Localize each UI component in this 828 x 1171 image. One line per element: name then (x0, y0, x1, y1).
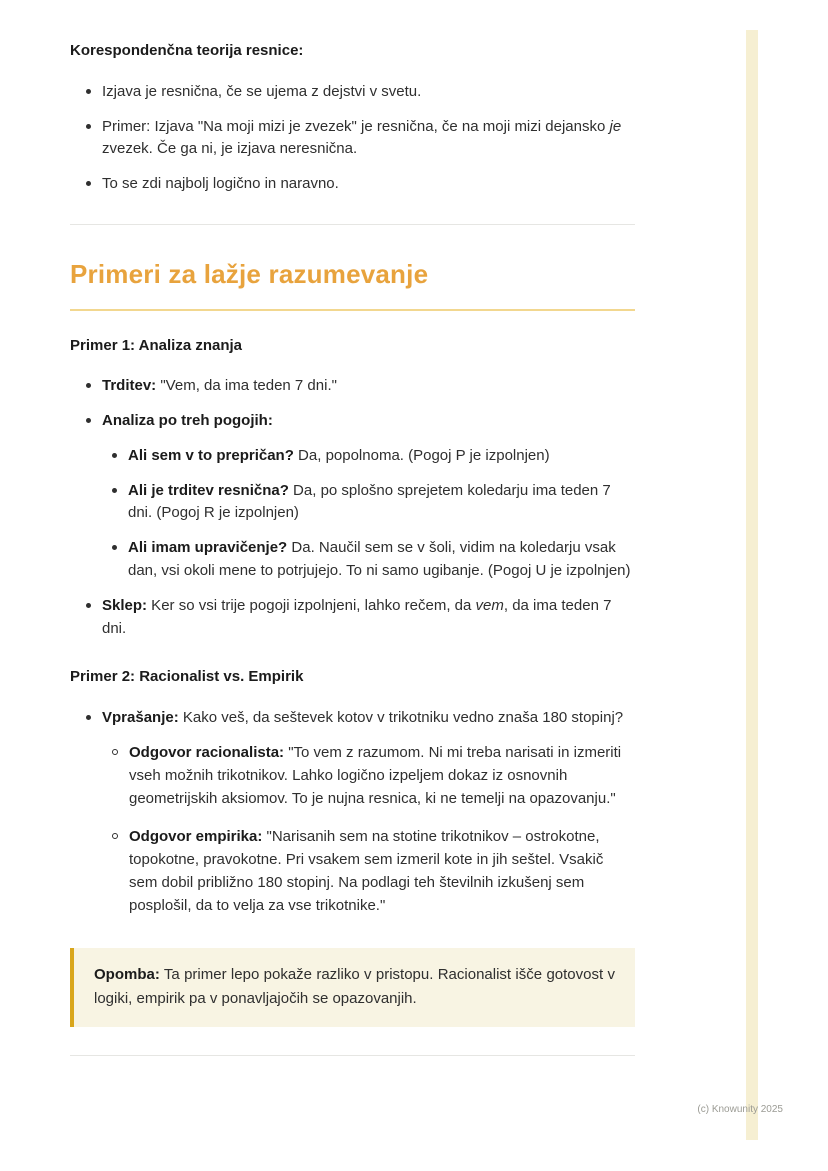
bullet-icon (86, 124, 91, 129)
item-text (129, 742, 635, 810)
item-text (128, 445, 635, 468)
page-content (70, 40, 635, 1084)
example1-heading: Primer 1: Analiza znanja (70, 336, 243, 354)
list-item (70, 707, 635, 917)
intro-list (70, 81, 635, 196)
bullet-icon (86, 89, 91, 94)
item-text-run: Kako veš, da seštevek kotov v trikotniku vedno znaša 180 stopinj? (178, 709, 624, 727)
circle-bullet-icon (112, 833, 118, 839)
item-bold-run: Analiza po treh pogojih: (102, 412, 273, 430)
list-item (102, 826, 635, 917)
answers-sublist (102, 742, 635, 918)
item-bold-run: Odgovor empirika: (129, 828, 263, 846)
bullet-icon (86, 383, 91, 388)
item-bold-run: Ali je trditev resnična? (128, 481, 289, 499)
page-edge-strip (746, 30, 758, 1140)
item-bold-run: Vprašanje: (102, 709, 179, 727)
item-text-run: To se zdi najbolj logično in naravno. (102, 175, 339, 193)
list-item (102, 480, 635, 526)
bullet-icon (86, 181, 91, 186)
item-text-run: Primer: Izjava "Na moji mizi je zvezek" je resnična, če na moji mizi dejansko (102, 117, 610, 135)
item-text-run: Da, po splošno sprejetem koledarju ima teden 7 dni. (Pogoj R je izpolnjen) (128, 481, 611, 522)
note-text-run: Ta primer lepo pokaže razliko v pristopu. Racionalist išče gotovost v logiki, empirik pa v ponavljajočih se opazovanjih. (94, 965, 615, 1008)
divider (70, 224, 635, 225)
list-item (102, 537, 635, 583)
item-text (102, 410, 635, 583)
example2-heading: Primer 2: Racionalist vs. Empirik (70, 668, 304, 686)
bullet-icon (112, 488, 117, 493)
item-bold-run: Odgovor racionalista: (129, 744, 285, 762)
item-text-run: Da, popolnoma. (Pogoj P je izpolnjen) (293, 446, 550, 464)
example1-list (70, 375, 635, 640)
circle-bullet-icon (112, 749, 118, 755)
item-text (129, 826, 635, 917)
list-item (70, 410, 635, 583)
item-text (128, 480, 635, 526)
item-text (102, 707, 635, 917)
item-text-run: "To vem z razumom. Ni mi treba narisati in izmeriti vseh možnih trikotnikov. Lahko logično izpeljem dokaz iz osnovnih geometrijskih aksiomov. To je nujna resnica, ki ne temelji na opazovanju." (129, 744, 622, 807)
list-item (70, 595, 635, 641)
bullet-icon (112, 545, 117, 550)
list-item (70, 81, 635, 104)
main-heading: Primeri za lažje razumevanje (70, 255, 635, 311)
bullet-icon (86, 715, 91, 720)
example2-list (70, 707, 635, 917)
item-text-run: "Narisanih sem na stotine trikotnikov – ostrokotne, topokotne, pravokotne. Pri vsakem sem izmeril kote in jih seštel. Vsakič sem dobil približno 180 stopinj. Na podlagi teh številnih izkušenj sem posplošil, da to velja za vse trikotnike." (129, 828, 604, 914)
list-item (70, 173, 635, 196)
item-text (102, 375, 635, 398)
item-text-run: Da. Naučil sem se v šoli, vidim na koledarju vsak dan, vsi okoli mene to potrjujejo. To ni samo ugibanje. (Pogoj U je izpolnjen) (128, 539, 631, 580)
note-bold-run: Opomba: (94, 965, 160, 983)
item-bold-run: Ali imam upravičenje? (128, 539, 288, 557)
item-italic-run: je (609, 117, 622, 135)
bullet-icon (112, 453, 117, 458)
list-item (70, 375, 635, 398)
item-text (102, 173, 635, 196)
item-text (102, 116, 635, 162)
bullet-icon (86, 418, 91, 423)
conditions-sublist (102, 445, 635, 583)
note-callout (70, 948, 635, 1028)
item-bold-run: Ali sem v to prepričan? (128, 446, 294, 464)
item-text-run: zvezek. Če ga ni, je izjava neresnična. (102, 140, 358, 158)
item-italic-run: vem (475, 596, 504, 614)
section-heading-correspondence-theory: Korespondenčna teorija resnice: (70, 42, 304, 59)
item-bold-run: Sklep: (102, 596, 148, 614)
bottom-divider (70, 1055, 635, 1056)
item-text-run: , da ima teden 7 dni. (102, 596, 612, 637)
copyright-text: (c) Knowunity 2025 (697, 1104, 783, 1115)
list-item (102, 742, 635, 810)
item-text (102, 595, 635, 641)
item-text-run: Ker so vsi trije pogoji izpolnjeni, lahko rečem, da (147, 596, 476, 614)
item-text (128, 537, 635, 583)
item-text-run: Izjava je resnična, če se ujema z dejstvi v svetu. (102, 82, 422, 100)
item-bold-run: Trditev: (102, 377, 157, 395)
item-text (102, 81, 635, 104)
bullet-icon (86, 603, 91, 608)
list-item (70, 116, 635, 162)
item-text-run: "Vem, da ima teden 7 dni." (156, 377, 337, 395)
list-item (102, 445, 635, 468)
